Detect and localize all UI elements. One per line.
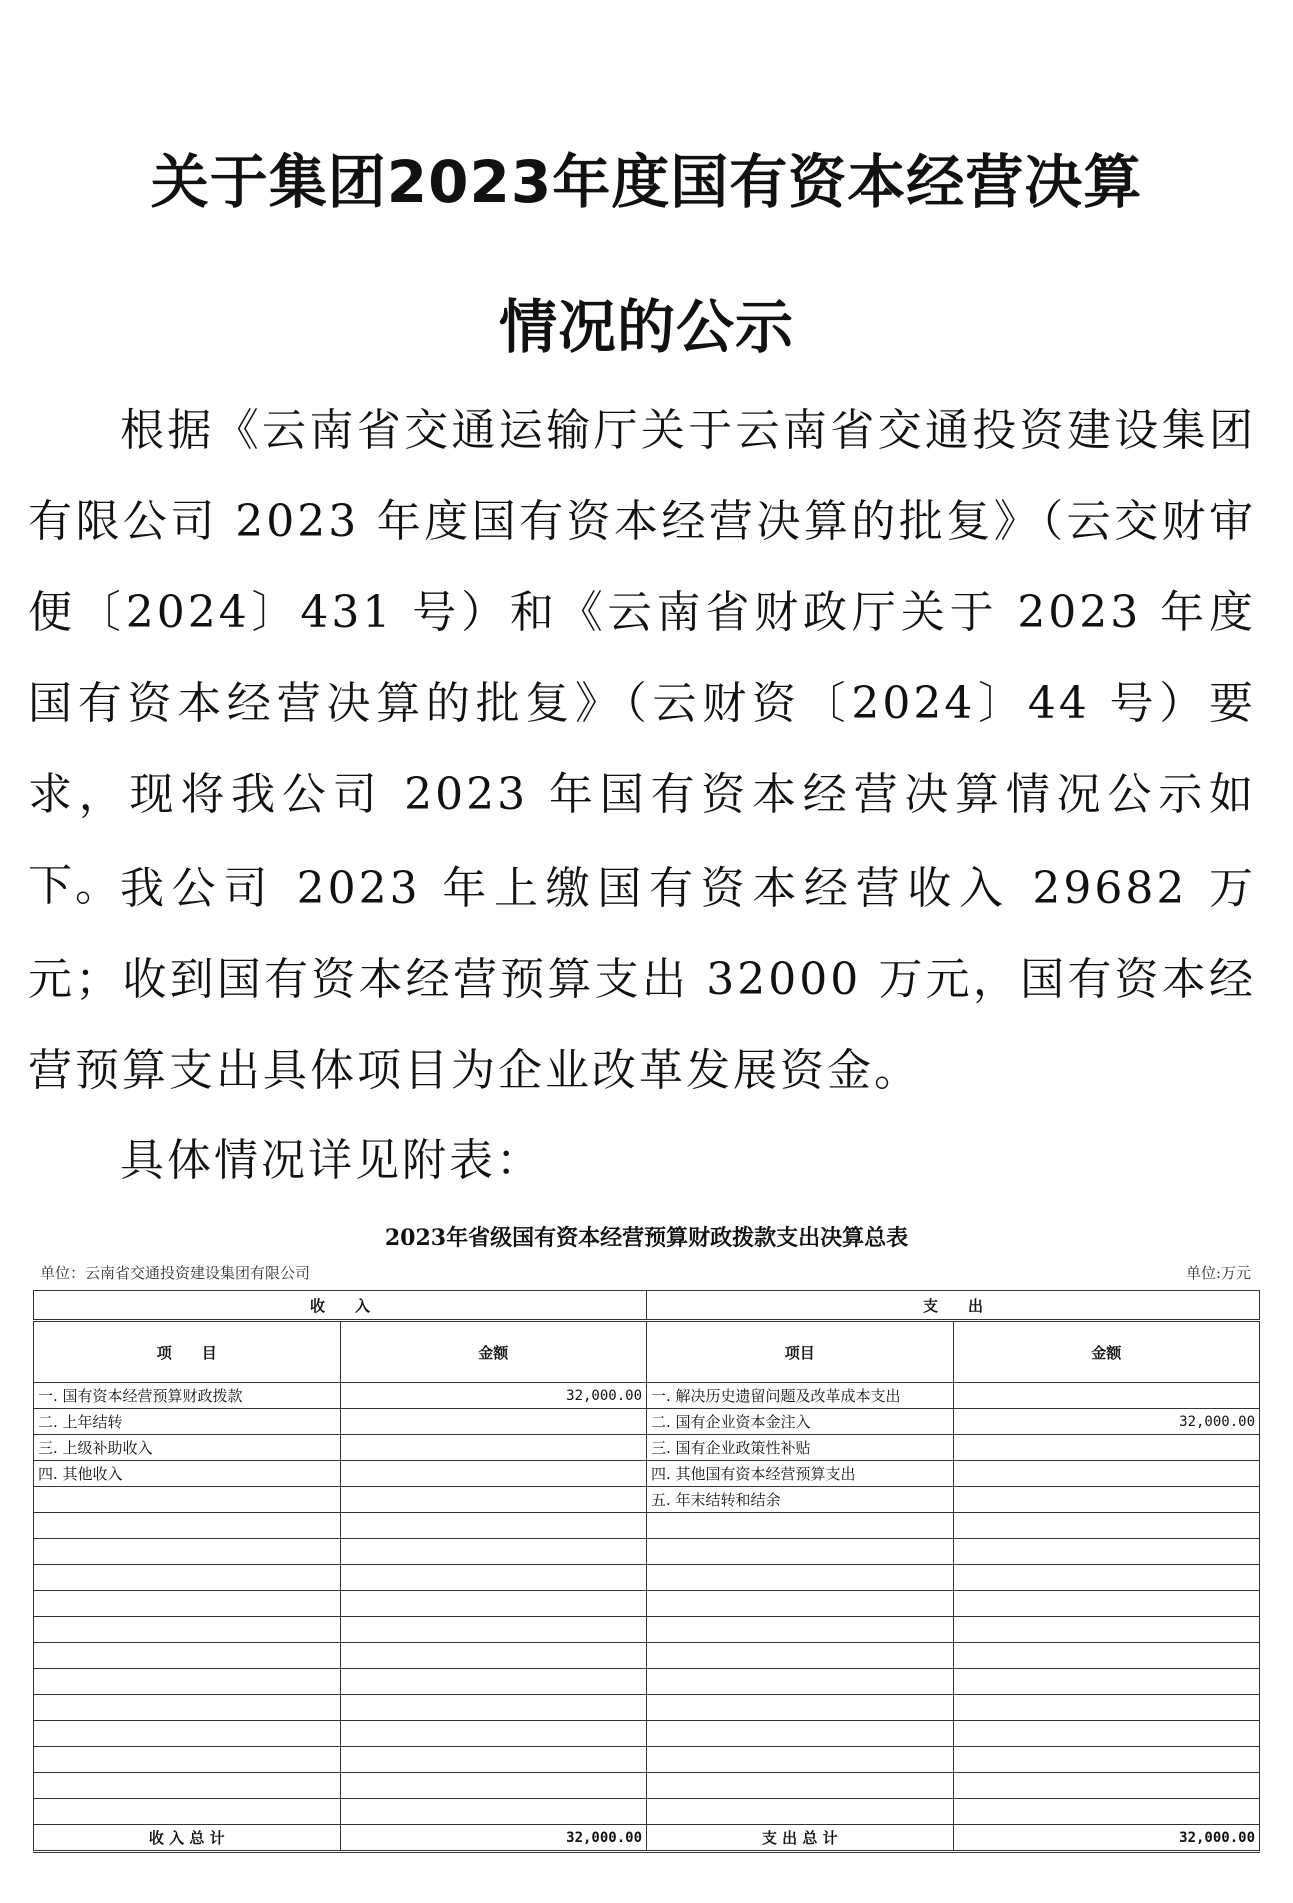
income-item-cell [34,1565,341,1591]
expense-amount-cell [953,1669,1260,1695]
expense-item-cell: 一. 解决历史遗留问题及改革成本支出 [647,1383,954,1409]
income-item-cell [34,1643,341,1669]
table-group-header-row [34,1291,1260,1321]
income-item-cell [34,1539,341,1565]
expense-amount-cell [953,1773,1260,1799]
table-row [34,1695,1260,1721]
income-item-cell [34,1773,341,1799]
income-amount-cell: 32,000.00 [340,1383,647,1409]
body-paragraph-2: 我公司 2023 年上缴国有资本经营收入 29682 万元；收到国有资本经营预算支出 32000 万元，国有资本经营预算支出具体项目为企业改革发展资金。 [28,863,1256,1096]
table-row [34,1721,1260,1747]
income-amount-cell [340,1565,647,1591]
income-amount-cell [340,1513,647,1539]
income-amount-cell [340,1435,647,1461]
expense-amount-cell [953,1799,1260,1825]
table-row [34,1565,1260,1591]
expense-item-cell [647,1617,954,1643]
income-item-cell: 一. 国有资本经营预算财政拨款 [34,1383,341,1409]
expense-item-cell [647,1591,954,1617]
document-title-line-1: 关于集团2023年度国有资本经营决算 [150,148,1143,216]
expense-item-cell: 二. 国有企业资本金注入 [647,1409,954,1435]
table-body [34,1383,1260,1825]
table-row [34,1669,1260,1695]
income-item-cell [34,1669,341,1695]
expense-amount-cell [953,1591,1260,1617]
income-amount-cell [340,1747,647,1773]
income-amount-cell [340,1591,647,1617]
expense-total-amount: 32,000.00 [953,1825,1260,1852]
income-amount-cell [340,1487,647,1513]
table-title: 2023年省级国有资本经营预算财政拨款支出决算总表 [384,1225,909,1251]
income-amount-cell [340,1773,647,1799]
expense-amount-cell [953,1513,1260,1539]
income-item-cell [34,1721,341,1747]
expense-item-cell [647,1747,954,1773]
expense-item-cell [647,1721,954,1747]
income-amount-cell [340,1461,647,1487]
income-item-cell: 二. 上年结转 [34,1409,341,1435]
expense-item-cell: 五. 年末结转和结余 [647,1487,954,1513]
income-amount-cell [340,1669,647,1695]
income-item-cell [34,1591,341,1617]
budget-table [33,1290,1260,1853]
body-paragraph-3: 具体情况详见附表： [120,1135,543,1186]
expense-item-cell [647,1643,954,1669]
expense-amount-cell [953,1721,1260,1747]
document-title-line-2: 情况的公示 [498,293,794,361]
expense-item-cell [647,1773,954,1799]
table-row [34,1643,1260,1669]
expense-amount-cell [953,1461,1260,1487]
table-row [34,1513,1260,1539]
expense-item-cell [647,1539,954,1565]
expense-item-cell [647,1565,954,1591]
table-row [34,1383,1260,1409]
expense-item-cell [647,1799,954,1825]
expense-item-cell: 三. 国有企业政策性补贴 [647,1435,954,1461]
expense-item-column-header: 项目 [647,1321,954,1383]
income-amount-cell [340,1721,647,1747]
income-amount-column-header: 金额 [340,1321,647,1383]
table-row [34,1591,1260,1617]
table-row [34,1799,1260,1825]
expense-item-cell: 四. 其他国有资本经营预算支出 [647,1461,954,1487]
income-amount-cell [340,1695,647,1721]
expense-amount-cell [953,1695,1260,1721]
expense-amount-cell [953,1539,1260,1565]
expense-amount-cell [953,1383,1260,1409]
table-row [34,1617,1260,1643]
table-row [34,1409,1260,1435]
expense-amount-cell [953,1435,1260,1461]
table-row [34,1539,1260,1565]
expense-amount-cell [953,1617,1260,1643]
income-item-cell [34,1513,341,1539]
expense-amount-cell [953,1565,1260,1591]
body-paragraph-1: 根据《云南省交通运输厅关于云南省交通投资建设集团有限公司 2023 年度国有资本经营决算的批复》（云交财审便〔2024〕431 号）和《云南省财政厅关于 2023 年度国有资本经营决算的批复》（云财资〔2024〕44 号）要求，现将我公司 2023 年国有资本经营决算情况公示如下。 [28,405,1256,911]
table-row [34,1487,1260,1513]
expense-item-cell [647,1513,954,1539]
expense-amount-cell [953,1643,1260,1669]
table-column-header-row [34,1321,1260,1383]
income-item-cell [34,1747,341,1773]
income-item-cell: 四. 其他收入 [34,1461,341,1487]
income-amount-cell [340,1409,647,1435]
expense-amount-cell: 32,000.00 [953,1409,1260,1435]
table-row [34,1461,1260,1487]
income-item-column-header: 项 目 [34,1321,341,1383]
table-unit-currency: 单位:万元 [1185,1264,1251,1282]
income-amount-cell [340,1539,647,1565]
income-total-amount: 32,000.00 [340,1825,647,1852]
table-unit-organization: 单位：云南省交通投资建设集团有限公司 [40,1264,311,1282]
table-total-row [34,1825,1260,1852]
expense-total-label: 支 出 总 计 [647,1825,954,1852]
income-group-header: 收 入 [34,1291,647,1321]
table-row [34,1435,1260,1461]
income-amount-cell [340,1643,647,1669]
income-total-label: 收 入 总 计 [34,1825,341,1852]
income-amount-cell [340,1799,647,1825]
income-item-cell [34,1487,341,1513]
expense-item-cell [647,1695,954,1721]
expense-item-cell [647,1669,954,1695]
table-row [34,1773,1260,1799]
table-row [34,1747,1260,1773]
income-item-cell [34,1617,341,1643]
expense-amount-cell [953,1487,1260,1513]
expense-amount-column-header: 金额 [953,1321,1260,1383]
expense-amount-cell [953,1747,1260,1773]
expense-group-header: 支 出 [647,1291,1260,1321]
income-item-cell [34,1695,341,1721]
income-item-cell: 三. 上级补助收入 [34,1435,341,1461]
income-amount-cell [340,1617,647,1643]
income-item-cell [34,1799,341,1825]
